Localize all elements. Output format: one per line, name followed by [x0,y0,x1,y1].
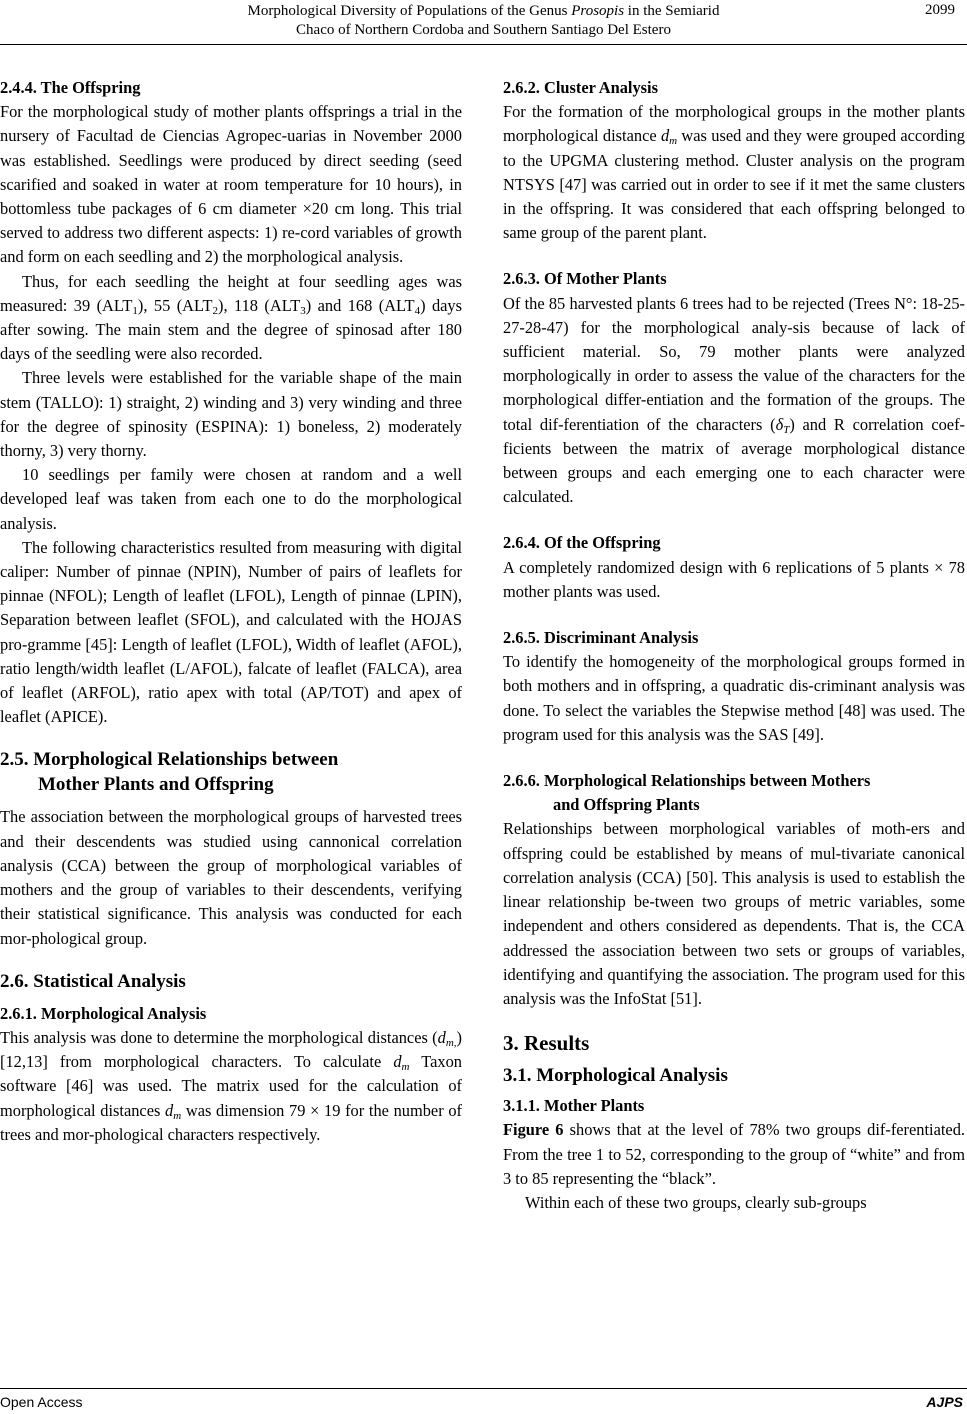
section-2-6-5-heading: 2.6.5. Discriminant Analysis [503,628,699,648]
running-header [0,0,967,44]
section-3-heading: 3. Results [503,1031,590,1056]
header-rule [0,44,967,45]
section-2-6-3-heading: 2.6.3. Of Mother Plants [503,269,667,289]
footer-rule [0,1388,967,1389]
paragraph: To identify the homogeneity of the morphological groups formed in both mothers and in offspring, a quadratic dis-criminant analysis was done. To select the variables the Stepwise method [48] was used. The program used for this analysis was the SAS [49]. [503,652,965,744]
section-2-6-4-heading: 2.6.4. Of the Offspring [503,533,661,553]
section-2-6-heading: 2.6. Statistical Analysis [0,970,186,992]
running-footer [0,1388,967,1414]
paragraph: Relationships between morphological variables of moth-ers and offspring could be established by means of mul-tivariate canonical correlation analysis (CCA) [50]. This analysis is used to establish the linear relationship be-tween two groups of metric variables, some independent and others considered as dependents. That is, the CCA addressed the association between two sets or groups of variables, identifying and quantifying the association. The program used for this analysis was the InfoStat [51]. [503,819,965,1008]
paragraph: A completely randomized design with 6 replications of 5 plants × 78 mother plants was used. [503,557,965,601]
genus-name: Prosopis [571,3,625,19]
figure-reference: Figure 6 [503,1120,564,1140]
section-2-6-1-heading: 2.6.1. Morphological Analysis [0,1003,207,1023]
left-column [0,76,462,1147]
section-3-1-1-heading: 3.1.1. Mother Plants [503,1096,645,1116]
paragraph: For the formation of the morphological groups in the mother plants morphological distance $d_m$ was used and they were grouped according to the UPGMA clustering method. Cluster analysis on the program NTSYS [47] was carried out in order to see if it met the same clusters in the offspring. It was considered that each offspring belonged to same group of the parent plant. [503,102,965,243]
section-2-5-heading: 2.5. Morphological Relationships between Mother Plants and Offspring [0,749,339,796]
paragraph: This analysis was done to determine the morphological distances $(d_{m,})$ [12,13] from morphological characters. To calculate $d_m$ Taxon software [46] was used. The matrix used for the calculation of morphological distances $d_m$ was dimension 79 × 19 for the number of trees and mor-phological characters respectively. [0,1027,463,1144]
section-2-4-4-heading: 2.4.4. The Offspring [0,78,141,97]
paragraph: The association between the morphological groups of harvested trees and their descendents was studied using cannonical correlation analysis (CCA) between the group of morphological variables of mothers and the group of variables to their descendents, verifying their statistical significance. This analysis was conducted for each mor-phological group. [0,807,462,948]
paragraph: Within each of these two groups, clearly sub-groups [525,1192,867,1212]
paragraph: Three levels were established for the variable shape of the main stem (TALLO): 1) straight, 2) winding and 3) very winding and three for the degree of spinosity (ESPINA): 1) boneless, 2) moderately thorny, 3) very thorny. [0,368,462,461]
paragraph: For the morphological study of mother plants offsprings a trial in the nursery of Facultad de Ciencias Agropec-uarias in November 2000 was established. Seedlings were produced by direct seeding (seed scarified and soaked in water at room temperature for 10 hours), in bottomless tube packages of 6 cm diameter ×20 cm long. This trial served to address two different aspects: 1) re-cord variables of growth and form on each seedling and 2) the morphological analysis. [0,102,462,267]
journal-abbreviation: AJPS [926,1394,963,1410]
section-3-1-heading: 3.1. Morphological Analysis [503,1065,728,1087]
paragraph: The following characteristics resulted from measuring with digital caliper: Number of pinnae (NPIN), Number of pairs of leaflets for pinnae (NFOL); Length of leaflet (LFOL), Length of pinnae (LPIN), Separation between leaflet (SFOL), and calculated with the HOJAS pro-gramme [45]: Length of leaflet (LFOL), Width of leaflet (AFOL), ratio length/width leaflet (L/AFOL), falcate of leaflet (FALCA), area of leaflet (ARFOL), ratio apex with total (AP/TOT) and apex of leaflet (APICE). [0,537,462,727]
right-column [503,76,965,1215]
running-title: Morphological Diversity of Populations of the Genus Prosopis in the Semiarid Chaco of Northern Cordoba and Southern Santiago Del Estero [247,3,720,38]
section-2-6-2-heading: 2.6.2. Cluster Analysis [503,78,658,97]
paragraph: Thus, for each seedling the height at four seedling ages was measured: 39 $(ALT_1)$, 55 $(ALT_2)$, 118 $(ALT_3)$ and 168 $(ALT_4)$ days after sowing. The main stem and the degree of spinosad after 180 days of the seedling were also recorded. [0,271,462,364]
paragraph: Of the 85 harvested plants 6 trees had to be rejected (Trees N°: 18-25-27-28-47) for the morphological analy-sis because of lack of sufficient material. So, 79 mother plants were analyzed morphologically in order to assess the value of the characters for the morphological differ-entiation and the formation of the groups. The total dif-ferentiation of the characters $(\delta_T)$ and R correlation coef-ficients between the matrix of average morphological distance between groups and each emerging one to each character were calculated. [503,293,965,507]
paragraph: 10 seedlings per family were chosen at random and a well developed leaf was taken from each one to do the morphological analysis. [0,465,462,533]
section-2-6-6-heading: 2.6.6. Morphological Relationships between Mothers and Offspring Plants [503,771,871,815]
open-access-label: Open Access [0,1394,83,1410]
page-number: 2099 [925,2,955,18]
paragraph: Figure 6 shows that at the level of 78% two groups dif-ferentiated. From the tree 1 to 52, corresponding to the group of “white” and from 3 to 85 representing the “black”. [503,1120,965,1188]
